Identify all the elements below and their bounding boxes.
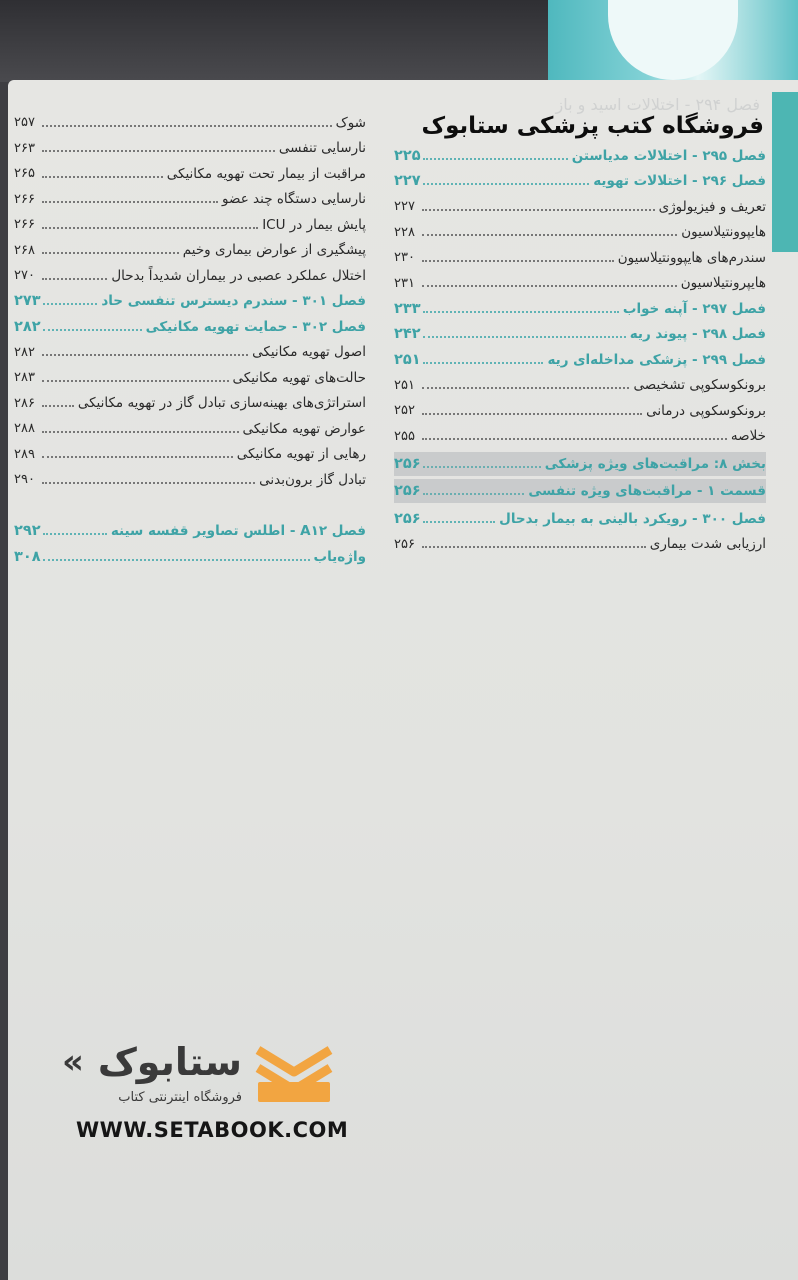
toc-chapter-heading[interactable] [394, 169, 766, 195]
toc-entry-title: عوارض تهویه مکانیکی [242, 420, 366, 437]
toc-entry-title: پیشگیری از عوارض بیماری وخیم [182, 242, 366, 259]
dot-leader [42, 456, 233, 458]
toc-chapter-heading[interactable] [14, 289, 366, 315]
setabook-logo[interactable] [62, 1040, 342, 1112]
toc-page-number: ۲۵۱ [394, 351, 421, 368]
toc-entry[interactable] [14, 136, 366, 162]
brand-name [62, 1040, 242, 1084]
toc-page-number: ۲۹۰ [14, 472, 35, 488]
toc-entry-title: هایپوونتیلاسیون [681, 224, 766, 241]
dot-leader [42, 201, 218, 203]
toc-entry-title: تبادل گاز برون‌بدنی [259, 471, 366, 488]
dot-leader [423, 466, 541, 468]
toc-entry-title: شوک [335, 114, 366, 131]
toc-entry[interactable] [394, 373, 766, 399]
toc-page-number: ۲۹۲ [14, 523, 41, 540]
toc-entry[interactable] [14, 187, 366, 213]
dot-leader [42, 227, 258, 229]
toc-entry[interactable] [394, 532, 766, 558]
toc-entry-title: اصول تهویه مکانیکی [252, 344, 366, 361]
dot-leader [43, 559, 310, 561]
dot-leader [422, 438, 727, 440]
toc-entry[interactable] [394, 398, 766, 424]
toc-entry-title: فصل ۳۰۲ - حمایت تهویه مکانیکی [145, 318, 366, 335]
toc-page-number: ۲۳۱ [394, 275, 415, 291]
toc-page-number: ۲۲۵ [394, 147, 421, 164]
toc-entry[interactable] [14, 161, 366, 187]
toc-page-number: ۲۵۷ [14, 115, 35, 131]
toc-entry-title: تعریف و فیزیولوژی [658, 198, 766, 215]
toc-page-number: ۲۶۳ [14, 140, 35, 156]
toc-page-number: ۲۳۰ [394, 250, 415, 266]
toc-entry-title: قسمت ۱ - مراقبت‌های ویژه تنفسی [528, 483, 766, 499]
toc-page-number: ۲۵۵ [394, 428, 415, 444]
toc-entry[interactable] [14, 416, 366, 442]
dot-leader [42, 405, 74, 407]
toc-entry[interactable] [14, 212, 366, 238]
dot-leader [423, 183, 590, 185]
faded-heading: فصل ۲۹۴ - اختلالات اسید و باز [555, 95, 760, 114]
toc-page-number: ۲۵۶ [394, 483, 421, 499]
dot-leader [42, 380, 229, 382]
toc-entry-title: فصل ۳۰۰ - رویکرد بالینی به بیمار بدحال [499, 510, 766, 527]
toc-entry-title: حالت‌های تهویه مکانیکی [232, 369, 366, 386]
toc-entry-title: برونکوسکوپی تشخیصی [633, 377, 766, 394]
toc-chapter-heading[interactable] [394, 296, 766, 322]
brand-subtitle: فروشگاه اینترنتی کتاب [118, 1090, 242, 1105]
dot-leader [422, 387, 629, 389]
toc-entry-title: فصل ۲۹۷ - آپنه خواب [622, 300, 766, 317]
stacked-books-icon [254, 1042, 334, 1108]
toc-entry[interactable] [394, 194, 766, 220]
toc-page-number: ۲۶۶ [14, 191, 35, 207]
toc-right-column [394, 143, 766, 557]
toc-page-number: ۲۸۳ [14, 370, 35, 386]
dot-leader [42, 150, 275, 152]
toc-chapter-heading[interactable] [14, 519, 366, 545]
dot-leader [42, 482, 255, 484]
toc-entry-title: فصل ۳۰۱ - سندرم دیسترس تنفسی حاد [101, 293, 366, 310]
toc-page-number: ۲۷۰ [14, 268, 35, 284]
toc-entry-title: بخش ۸: مراقبت‌های ویژه پزشکی [544, 456, 766, 472]
toc-chapter-heading[interactable] [14, 544, 366, 570]
dot-leader [42, 354, 248, 356]
toc-entry[interactable] [14, 110, 366, 136]
toc-entry[interactable] [394, 220, 766, 246]
toc-entry[interactable] [14, 238, 366, 264]
dot-leader [423, 311, 619, 313]
toc-page-number: ۲۲۷ [394, 173, 421, 190]
dot-leader [42, 278, 107, 280]
chapter-tab-strip [772, 92, 798, 252]
toc-entry[interactable] [14, 391, 366, 417]
toc-entry-title: فصل ۲۹۶ - اختلالات تهویه [593, 173, 766, 190]
dot-leader [42, 431, 239, 433]
toc-entry-title: فصل ۲۹۹ - پزشکی مداخله‌ای ریه [547, 351, 766, 368]
dot-leader [43, 533, 107, 535]
toc-entry[interactable] [14, 365, 366, 391]
toc-page-number: ۲۸۹ [14, 446, 35, 462]
dot-leader [43, 303, 98, 305]
section-gap [14, 493, 366, 519]
toc-page-number: ۲۵۶ [394, 536, 415, 552]
dot-leader [42, 176, 163, 178]
toc-entry-title: فصل ۲۹۸ - پیوند ریه [629, 326, 766, 343]
toc-entry[interactable] [14, 467, 366, 493]
toc-chapter-heading[interactable] [394, 347, 766, 373]
toc-entry[interactable] [394, 424, 766, 450]
toc-entry[interactable] [14, 340, 366, 366]
toc-chapter-heading[interactable] [394, 506, 766, 532]
toc-page-number: ۲۶۸ [14, 242, 35, 258]
cover-image [548, 0, 798, 80]
dot-leader [423, 336, 626, 338]
toc-page-number: ۳۰۸ [14, 548, 41, 565]
toc-entry[interactable] [394, 271, 766, 297]
dot-leader [422, 413, 642, 415]
toc-entry[interactable] [14, 263, 366, 289]
dot-leader [42, 252, 179, 254]
dot-leader [423, 362, 544, 364]
toc-page-number: ۲۶۶ [14, 217, 35, 233]
toc-page-number: ۲۳۳ [394, 300, 421, 317]
store-title: فروشگاه کتب پزشکی ستابوک [421, 113, 764, 139]
toc-page-number: ۲۶۵ [14, 166, 35, 182]
dot-leader [422, 285, 677, 287]
toc-entry-title: استراتژی‌های بهینه‌سازی تبادل گاز در تهویه مکانیکی [77, 395, 366, 412]
toc-page-number: ۲۸۸ [14, 421, 35, 437]
toc-page-number: ۲۵۶ [394, 456, 421, 472]
toc-entry-title: فصل A۱۲ - اطلس تصاویر قفسه سینه [110, 523, 366, 540]
double-chevron-icon: « [62, 1042, 84, 1082]
toc-entry-title: رهایی از تهویه مکانیکی [236, 446, 366, 463]
toc-page-number: ۲۸۲ [14, 344, 35, 360]
toc-chapter-heading[interactable] [14, 314, 366, 340]
toc-left-column [14, 110, 366, 570]
dot-leader [422, 234, 677, 236]
toc-page-number: ۲۵۱ [394, 377, 415, 393]
toc-entry-title: فصل ۲۹۵ - اختلالات مدیاستن [571, 147, 766, 164]
toc-entry-title: واژه‌یاب [313, 548, 366, 565]
cover-arch [608, 0, 738, 80]
toc-page-number: ۲۵۶ [394, 510, 421, 527]
toc-page-number: ۲۲۷ [394, 199, 415, 215]
toc-entry[interactable] [14, 442, 366, 468]
toc-page-number: ۲۷۳ [14, 293, 41, 310]
toc-entry-title: پایش بیمار در ICU [262, 216, 366, 233]
dot-leader [422, 209, 655, 211]
toc-entry-title: خلاصه [730, 428, 766, 445]
dot-leader [423, 158, 568, 160]
toc-entry-title: مراقبت از بیمار تحت تهویه مکانیکی [166, 165, 366, 182]
website-url[interactable]: WWW.SETABOOK.COM [76, 1118, 349, 1142]
toc-page-number: ۲۸۲ [14, 318, 41, 335]
toc-entry-title: ارزیابی شدت بیماری [649, 536, 766, 553]
toc-page-number: ۲۵۲ [394, 403, 415, 419]
dot-leader [422, 260, 614, 262]
toc-entry-title: نارسایی دستگاه چند عضو [222, 191, 366, 208]
toc-entry-title: هایپرونتیلاسیون [680, 275, 766, 292]
toc-page-number: ۲۸۶ [14, 395, 35, 411]
toc-chapter-heading[interactable] [394, 143, 766, 169]
toc-entry-title: نارسایی تنفسی [278, 140, 366, 157]
toc-entry-title: اختلال عملکرد عصبی در بیماران شدیداً بدحال [111, 267, 366, 284]
toc-entry-title: سندرم‌های هایپوونتیلاسیون [617, 249, 766, 266]
dot-leader [43, 329, 142, 331]
dot-leader [42, 125, 332, 127]
toc-page-number: ۲۴۲ [394, 326, 421, 343]
toc-chapter-heading[interactable] [394, 479, 766, 503]
brand-text: ستابوک [97, 1040, 242, 1084]
toc-chapter-heading[interactable] [394, 322, 766, 348]
dot-leader [423, 493, 525, 495]
dot-leader [422, 546, 646, 548]
toc-chapter-heading[interactable] [394, 452, 766, 476]
toc-entry[interactable] [394, 245, 766, 271]
toc-entry-title: برونکوسکوپی درمانی [646, 402, 766, 419]
dot-leader [423, 521, 496, 523]
toc-page-number: ۲۲۸ [394, 224, 415, 240]
